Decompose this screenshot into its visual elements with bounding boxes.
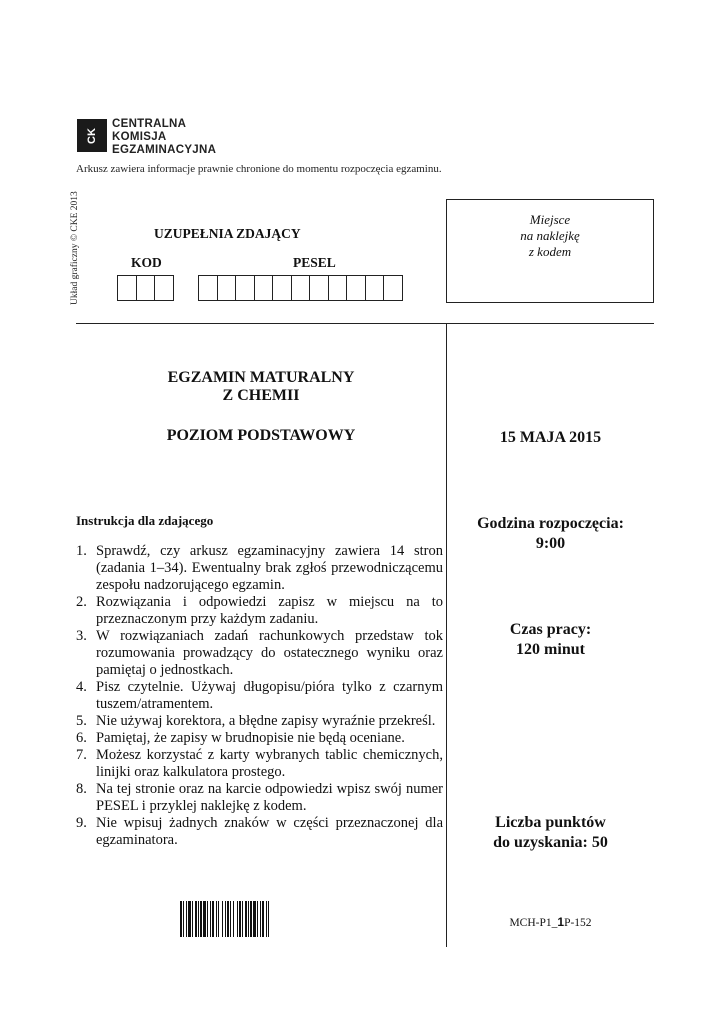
confidentiality-notice: Arkusz zawiera informacje prawnie chronione do momentu rozpoczęcia egzaminu. xyxy=(76,163,442,175)
instruction-text: Nie wpisuj żadnych znaków w części przeznaczonej dla egzaminatora. xyxy=(96,815,443,848)
pesel-label: PESEL xyxy=(293,255,336,270)
pesel-digit-box[interactable] xyxy=(346,275,366,301)
duration-block xyxy=(447,620,654,660)
instruction-text: Nie używaj korektora, a błędne zapisy wyraźnie przekreśl. xyxy=(96,713,436,729)
logo-line: KOMISJA xyxy=(112,131,167,143)
pesel-digit-box[interactable] xyxy=(309,275,329,301)
instruction-text: Sprawdź, czy arkusz egzaminacyjny zawiera 14 stron (zadania 1–34). Ewentualny brak zgłoś przewodniczącemu zespołu nadzorującego egzamin. xyxy=(96,543,443,593)
cke-logo-mark: CK xyxy=(77,119,107,152)
instructions-list xyxy=(76,543,443,849)
horizontal-divider xyxy=(76,323,654,324)
kod-label: KOD xyxy=(131,255,162,270)
pesel-digit-box[interactable] xyxy=(198,275,218,301)
instruction-item xyxy=(76,713,443,730)
copyright-note: Układ graficzny © CKE 2013 xyxy=(70,191,80,305)
candidate-section-heading: UZUPEŁNIA ZDAJĄCY xyxy=(154,226,301,241)
points-label: Liczba punktów xyxy=(495,814,606,831)
pesel-digit-box[interactable] xyxy=(254,275,274,301)
exam-subject: Z CHEMII xyxy=(222,387,300,404)
logo-line: EGZAMINACYJNA xyxy=(112,144,217,156)
instruction-item xyxy=(76,594,443,628)
instruction-number: 4. xyxy=(76,679,87,695)
start-time-value: 9:00 xyxy=(535,535,566,552)
sticker-line: na naklejkę xyxy=(520,228,580,243)
instructions-heading: Instrukcja dla zdającego xyxy=(76,513,214,528)
exam-level: POZIOM PODSTAWOWY xyxy=(166,427,356,444)
exam-title: EGZAMIN MATURALNY xyxy=(167,369,355,386)
kod-input-boxes[interactable] xyxy=(117,275,173,301)
instruction-item xyxy=(76,628,443,679)
pesel-input-boxes[interactable] xyxy=(198,275,402,301)
instruction-number: 7. xyxy=(76,747,87,763)
instruction-number: 6. xyxy=(76,730,87,746)
sticker-placeholder xyxy=(446,199,654,303)
cke-logo-text xyxy=(112,118,216,157)
pesel-digit-box[interactable] xyxy=(383,275,403,301)
instruction-text: W rozwiązaniach zadań rachunkowych przedstaw tok rozumowania prowadzący do ostatecznego wyniku oraz pamiętaj o jednostkach. xyxy=(96,628,443,678)
instruction-number: 3. xyxy=(76,628,87,644)
form-code xyxy=(447,915,654,929)
instruction-text: Na tej stronie oraz na karcie odpowiedzi wpisz swój numer PESEL i przyklej naklejkę z kodem. xyxy=(96,781,443,814)
start-time-block xyxy=(447,514,654,554)
pesel-digit-box[interactable] xyxy=(291,275,311,301)
points-block xyxy=(447,813,654,853)
instruction-item xyxy=(76,815,443,849)
form-code-bold: 1 xyxy=(557,915,565,929)
barcode-bar xyxy=(269,901,271,937)
instruction-number: 9. xyxy=(76,815,87,831)
kod-digit-box[interactable] xyxy=(117,275,137,301)
instruction-text: Możesz korzystać z karty wybranych tablic chemicznych, linijki oraz kalkulatora prostego. xyxy=(96,747,443,780)
instruction-text: Pamiętaj, że zapisy w brudnopisie nie będą oceniane. xyxy=(96,730,405,746)
exam-date: 15 MAJA 2015 xyxy=(499,429,602,446)
instruction-item xyxy=(76,747,443,781)
instruction-number: 2. xyxy=(76,594,87,610)
instruction-text: Rozwiązania i odpowiedzi zapisz w miejscu na to przeznaczonym przy każdym zadaniu. xyxy=(96,594,443,627)
kod-digit-box[interactable] xyxy=(154,275,174,301)
sticker-line: z kodem xyxy=(528,244,572,259)
instruction-item xyxy=(76,679,443,713)
form-code-prefix: MCH-P1_ xyxy=(509,917,558,929)
duration-label: Czas pracy: xyxy=(509,621,592,638)
pesel-digit-box[interactable] xyxy=(328,275,348,301)
sticker-line: Miejsce xyxy=(529,212,571,227)
pesel-digit-box[interactable] xyxy=(235,275,255,301)
pesel-digit-box[interactable] xyxy=(272,275,292,301)
barcode xyxy=(180,901,338,937)
instruction-number: 8. xyxy=(76,781,87,797)
pesel-digit-box[interactable] xyxy=(365,275,385,301)
kod-digit-box[interactable] xyxy=(136,275,156,301)
logo-line: CENTRALNA xyxy=(112,118,187,130)
duration-value: 120 minut xyxy=(516,641,585,658)
instruction-number: 1. xyxy=(76,543,87,559)
start-time-label: Godzina rozpoczęcia: xyxy=(477,515,624,532)
instruction-item xyxy=(76,543,443,594)
pesel-digit-box[interactable] xyxy=(217,275,237,301)
points-value: do uzyskania: 50 xyxy=(493,834,608,851)
instruction-item xyxy=(76,781,443,815)
instruction-text: Pisz czytelnie. Używaj długopisu/pióra tylko z czarnym tuszem/atramentem. xyxy=(96,679,443,712)
instruction-item xyxy=(76,730,443,747)
form-code-suffix: P-152 xyxy=(564,917,592,929)
instruction-number: 5. xyxy=(76,713,87,729)
